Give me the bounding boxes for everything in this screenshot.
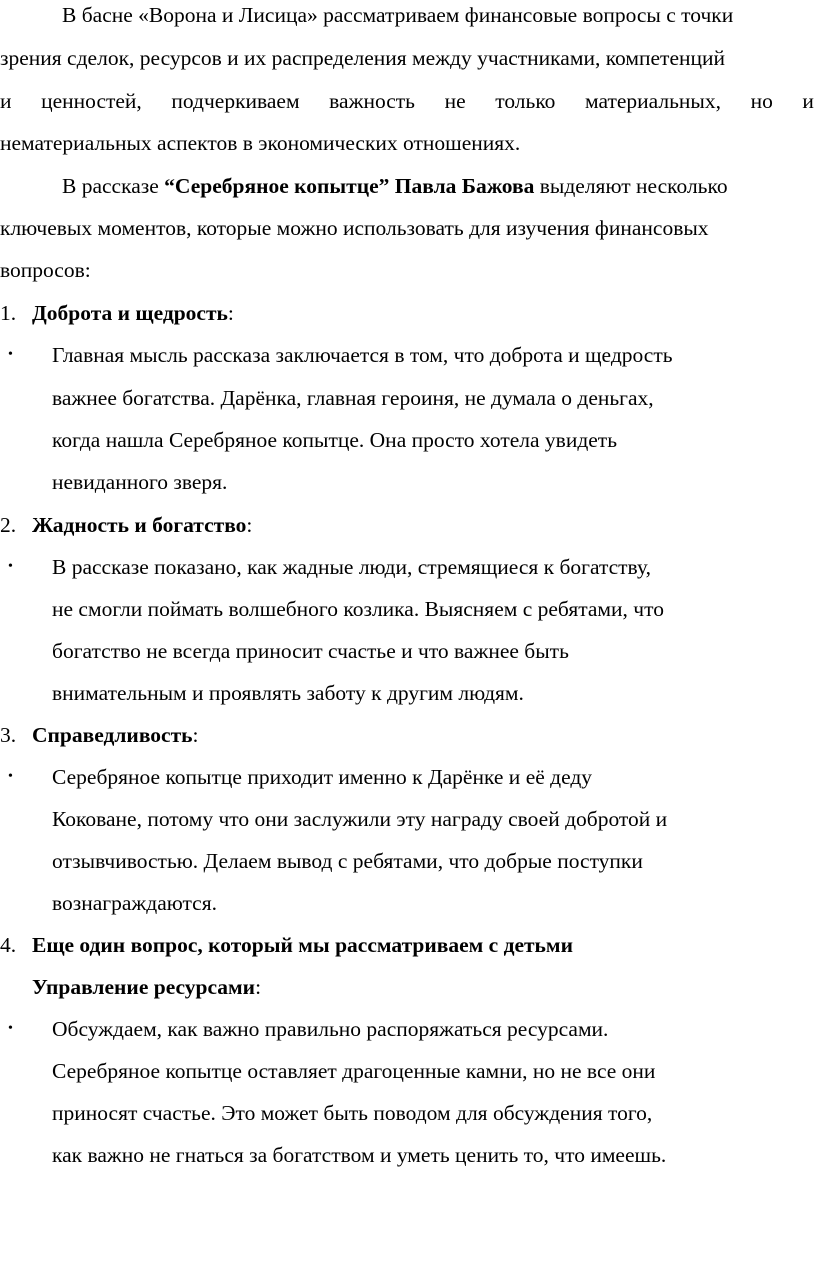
story-line-2: ключевых моментов, которые можно использовать для изучения финансовых	[0, 216, 709, 240]
section-number: 3.	[0, 723, 17, 747]
story-prefix: В рассказе	[62, 174, 165, 198]
intro-line-4: нематериальных аспектов в экономических отношениях.	[0, 131, 521, 155]
section-heading-text: Управление ресурсами	[32, 975, 256, 999]
intro-word: только	[495, 89, 556, 113]
intro-line-1: В басне «Ворона и Лисица» рассматриваем финансовые вопросы с точки	[62, 3, 734, 27]
section-heading-colon: :	[192, 723, 199, 747]
story-title: “Серебряное копытце” Павла Бажова	[164, 174, 535, 198]
bullet-line: внимательным и проявлять заботу к другим людям.	[52, 681, 524, 705]
bullet-icon: •	[8, 347, 13, 362]
bullet-line: Серебряное копытце оставляет драгоценные камни, но не все они	[52, 1059, 656, 1083]
section-number: 4.	[0, 933, 17, 957]
bullet-line: Серебряное копытце приходит именно к Дарёнке и её деду	[52, 765, 593, 789]
section-heading-text: Справедливость	[32, 723, 193, 747]
section-heading	[32, 974, 261, 1000]
bullet-line: не смогли поймать волшебного козлика. Выясняем с ребятами, что	[52, 597, 664, 621]
section-heading-text: Жадность и богатство	[32, 513, 247, 537]
story-suffix: выделяют несколько	[534, 174, 728, 198]
bullet-line: как важно не гнаться за богатством и уметь ценить то, что имеешь.	[52, 1143, 667, 1167]
intro-word: материальных,	[585, 89, 721, 113]
intro-word: важность	[329, 89, 415, 113]
section-heading-text: Доброта и щедрость	[32, 301, 228, 325]
intro-word: подчеркиваем	[171, 89, 300, 113]
bullet-icon: •	[8, 559, 13, 574]
section-heading	[32, 722, 199, 748]
bullet-line: когда нашла Серебряное копытце. Она просто хотела увидеть	[52, 428, 618, 452]
section-heading-colon: :	[246, 513, 253, 537]
bullet-line: богатство не всегда приносит счастье и что важнее быть	[52, 639, 569, 663]
section-heading-colon: :	[227, 301, 234, 325]
bullet-line: важнее богатства. Дарёнка, главная героиня, не думала о деньгах,	[52, 386, 654, 410]
bullet-line: невиданного зверя.	[52, 470, 228, 494]
bullet-line: отзывчивостью. Делаем вывод с ребятами, что добрые поступки	[52, 849, 643, 873]
intro-word: и	[802, 89, 814, 113]
section-heading	[32, 300, 234, 326]
bullet-icon: •	[8, 769, 13, 784]
section-heading-line-1: Еще один вопрос, который мы рассматриваем с детьми	[32, 933, 573, 957]
bullet-line: Коковане, потому что они заслужили эту награду своей добротой и	[52, 807, 668, 831]
bullet-line: В рассказе показано, как жадные люди, стремящиеся к богатству,	[52, 555, 651, 579]
section-heading	[32, 512, 252, 538]
story-line-3: вопросов:	[0, 258, 91, 282]
bullet-line: приносят счастье. Это может быть поводом для обсуждения того,	[52, 1101, 653, 1125]
intro-word: и	[0, 89, 12, 113]
bullet-line: Главная мысль рассказа заключается в том, что доброта и щедрость	[52, 343, 673, 367]
intro-line-3	[0, 88, 814, 114]
section-number: 1.	[0, 301, 17, 325]
intro-word: но	[750, 89, 773, 113]
bullet-line: вознаграждаются.	[52, 891, 217, 915]
intro-word: ценностей,	[41, 89, 142, 113]
story-line-1	[62, 173, 728, 199]
section-heading-colon: :	[255, 975, 262, 999]
section-number: 2.	[0, 513, 17, 537]
bullet-icon: •	[8, 1021, 13, 1036]
intro-line-2: зрения сделок, ресурсов и их распределения между участниками, компетенций	[0, 46, 726, 70]
intro-word: не	[444, 89, 466, 113]
bullet-line: Обсуждаем, как важно правильно распоряжаться ресурсами.	[52, 1017, 609, 1041]
